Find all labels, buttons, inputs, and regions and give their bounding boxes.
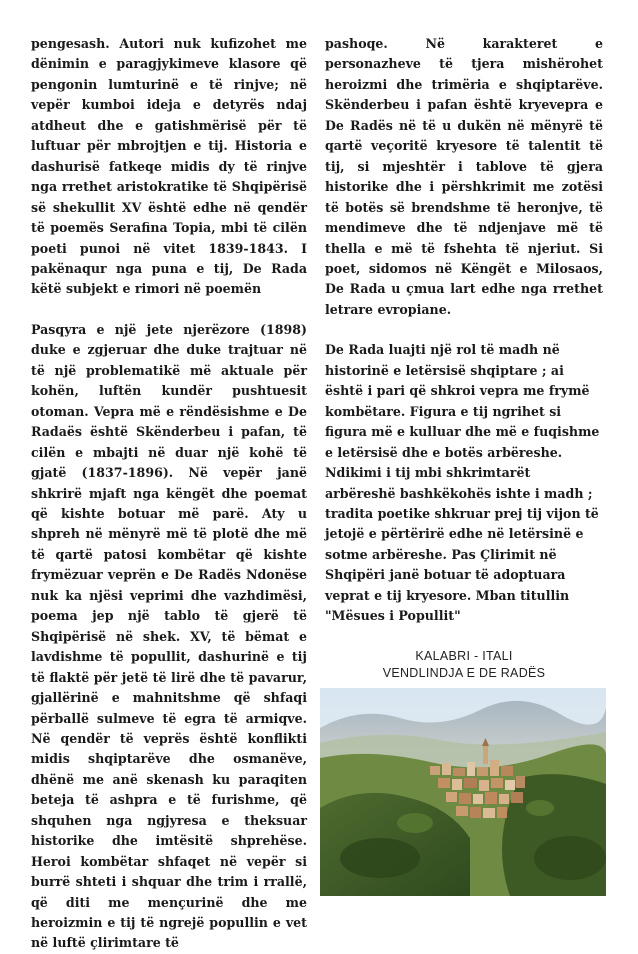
right-text-column [325,34,603,627]
right-paragraph-1: pashoqe. Në karakteret e personazheve të tjera mishërohet heroizmi dhe trimëria e shqiptarëve. Skënderbeu i pafan është kryevepra e De Radës në të u dukën në mënyrë të qartë veçoritë kryesore të talentit të tij, si mjeshtër i tablove të gjera historike dhe i përshkrimit me zotësi të botës së brendshme të heronjve, të mendimeve dhe të ndjenjave më të thella e më të fshehta të njeriut. Si poet, sidomos në Këngët e Milosaos, De Rada u çmua lart edhe nga rrethet letrare evropiane. [325,36,603,317]
caption-line-2: VENDLINDJA E DE RADËS [382,666,546,680]
right-paragraph-2: De Rada luajti një rol të madh në historinë e letërsisë shqiptare ; ai është i pari që shkroi vepra me frymë kombëtare. Figura e tij ngrihet si figura më e kulluar dhe më e fuqishme e letërsisë dhe e botës arbëreshe. Ndikimi i tij mbi shkrimtarët arbëreshë bashkëkohës ishte i madh ; tradita poetike shkruar prej tij vijon të jetojë e përtërirë edhe në letërsinë e sotme arbëreshe. Pas Çlirimit në Shqipëri janë botuar të adoptuara veprat e tij kryesore. Mban titullin "Mësues i Popullit" [325,342,600,624]
left-text-column [31,34,307,954]
village-photo-illustration [320,688,606,896]
left-paragraph-1: pengesash. Autori nuk kufizohet me dënimin e paragjykimeve klasore që pengonin lumturinë e të rinjve; në vepër kumboi ideja e detyrës ndaj atdheut dhe e gatishmërisë për të luftuar për mbrojtjen e tij. Historia e dashurisë fatkeqe midis dy të rinjve nga rrethet aristokratike të Shqipërisë së shekullit XV është edhe në qendër të poemës Serafina Topia, mbi të cilën poeti punoi në vitet 1839-1843. I pakënaqur nga puna e tij, De Rada këtë subjekt e rimori në poemën [31,36,307,297]
image-caption [325,648,603,682]
caption-line-1: KALABRI - ITALI [415,649,513,663]
left-paragraph-2: Pasqyra e një jete njerëzore (1898) duke e zgjeruar dhe duke trajtuar në të një problematikë më aktuale për kohën, luftën kundër pushtuesit otoman. Vepra më e rëndësishme e De Radaës është Skënderbeu i pafan, të cilën e mbajti në duar një kohë të gjatë (1837-1896). Në vepër janë shkrirë mjaft nga këngët dhe poemat që kishte botuar më parë. Aty u shpreh në mënyrë më të plotë dhe më të qartë patosi kombëtar që kishte frymëzuar veprën e De Radës Ndonëse nuk ka njësi veprimi dhe vazhdimësi, poema jep një tablo të gjerë të Shqipërisë në shek. XV, të bëmat e lavdishme të popullit, dashurinë e tij të flaktë për jetë të lirë dhe të pavarur, gjallërinë e mahnitshme që shfaqi përballë sulmeve të egra të armiqve. Në qendër të veprës është konflikti midis shqiptarëve dhe osmanëve, dhënë me anë skenash ku paraqiten beteja të ashpra e të furishme, që shquhen nga ngjyresa e theksuar historike dhe imtësitë shprehëse. Heroi kombëtar shfaqet në vepër si burrë shteti i shquar dhe trim i rrallë, që diti me mençurinë dhe me heroizmin e tij të ngrejë popullin e vet në luftë çlirimtare të [31,321,307,951]
calabria-village-photo [320,688,606,896]
